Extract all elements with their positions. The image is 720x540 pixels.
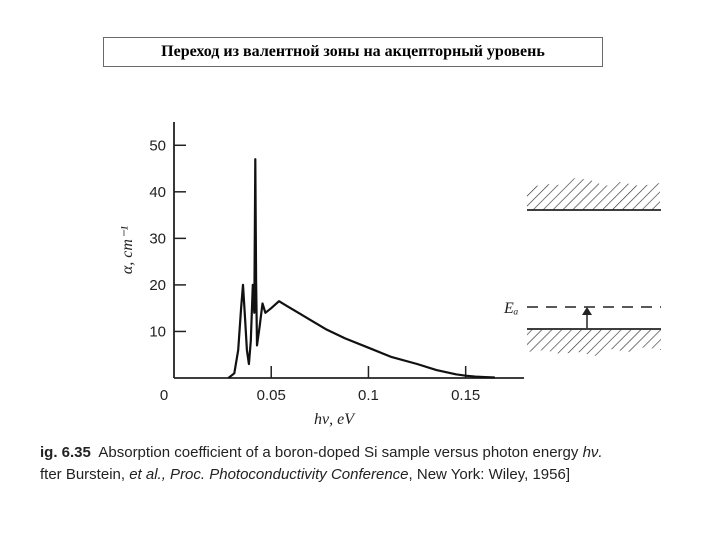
caption-line2-italic: et al., Proc. Photoconductivity Conference [129, 466, 409, 483]
caption-line-2 [40, 464, 680, 486]
x-tick-label: 0 [159, 387, 169, 404]
y-axis-title: α, cm⁻¹ [119, 225, 136, 275]
curve-group [228, 159, 494, 378]
y-tick-label: 30 [149, 230, 166, 248]
x-axis-title: hν, eV [314, 411, 354, 428]
y-tick-label: 10 [149, 323, 166, 341]
slide-title-text: Переход из валентной зоны на акцепторный уровень [161, 43, 545, 60]
figure-caption [40, 442, 680, 486]
caption-line2-before: fter Burstein, [40, 466, 130, 483]
y-tick-label: 50 [149, 137, 166, 155]
band-diagram [503, 178, 661, 356]
caption-figure-label: ig. 6.35 [40, 444, 91, 461]
valence-band-hatch [527, 329, 661, 356]
caption-line1-italic: hν. [582, 444, 603, 461]
x-tick-label: 0.15 [451, 387, 481, 404]
transition-arrow-head [582, 307, 592, 315]
x-tick-label: 0.1 [358, 387, 379, 404]
conduction-band-hatch [527, 178, 660, 210]
series-line-absorption [228, 159, 494, 378]
caption-line2-after: , New York: Wiley, 1956] [408, 466, 570, 483]
x-tick-label: 0.05 [256, 387, 286, 404]
caption-line1-text: Absorption coefficient of a boron-doped Si sample versus photon energy [98, 444, 583, 461]
caption-line-1 [40, 442, 680, 464]
y-tick-label: 40 [149, 183, 166, 201]
axes-group [119, 122, 524, 428]
acceptor-level-label: Eₐ [504, 300, 519, 317]
y-tick-label: 20 [149, 276, 166, 294]
